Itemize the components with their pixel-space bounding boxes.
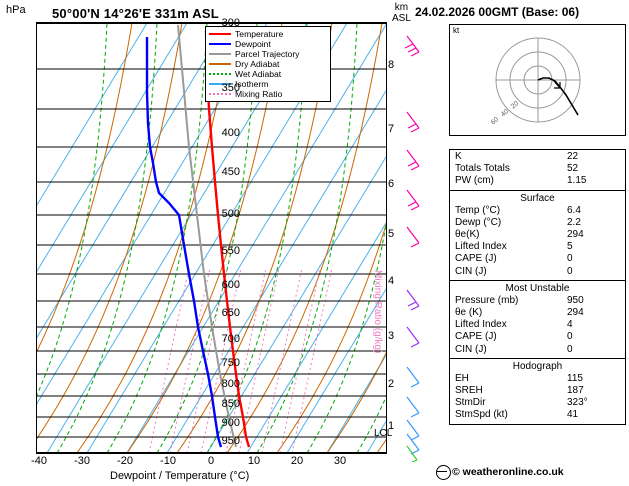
param-name-eh: EH [455, 372, 469, 384]
param-name-mu-li: Lifted Index [455, 319, 507, 331]
param-value-sfc-li: 5 [567, 241, 573, 253]
param-row-sfc-thetae [450, 229, 625, 241]
param-name-totals: Totals Totals [455, 163, 510, 175]
param-value-mu-cape: 0 [567, 331, 573, 343]
param-row-mu-cin [450, 344, 625, 356]
run-title: 24.02.2026 00GMT (Base: 06) [415, 5, 580, 19]
param-name-sfc-li: Lifted Index [455, 241, 507, 253]
pressure-tick-400: 400 [221, 127, 240, 139]
legend-swatch-dry-adiabat [209, 63, 231, 65]
param-header-most-unstable: Most Unstable [505, 282, 570, 294]
temp-tick--40: -40 [31, 455, 47, 467]
param-value-stmspd: 41 [567, 409, 579, 421]
param-value-mu-thetae: 294 [567, 307, 584, 319]
param-name-sfc-cin: CIN (J) [455, 265, 487, 277]
legend-label-wet-adiabat: Wet Adiabat [235, 68, 282, 79]
pressure-tick-900: 900 [221, 417, 240, 429]
param-value-sfc-cape: 0 [567, 253, 573, 265]
param-value-mu-pressure: 950 [567, 294, 584, 306]
param-section-general [450, 150, 625, 191]
height-tick-3: 3 [388, 330, 395, 342]
param-row-k [450, 151, 625, 163]
hodograph-unit-label: kt [453, 26, 460, 35]
param-row-totals [450, 163, 625, 175]
x-axis-title: Dewpoint / Temperature (°C) [110, 470, 250, 482]
legend-swatch-dewpoint [209, 43, 231, 45]
param-name-mu-pressure: Pressure (mb) [455, 294, 519, 306]
pressure-tick-450: 450 [221, 166, 240, 178]
mixing-ratio-axis-label: Mixing Ratio (g/kg) [372, 270, 383, 354]
param-row-mu-thetae [450, 307, 625, 319]
param-header-hodograph: Hodograph [512, 360, 563, 372]
hodograph-ring-40: 40 [499, 108, 511, 119]
copyright-globe-icon [436, 465, 451, 480]
temp-tick--30: -30 [74, 455, 90, 467]
km-label: km [394, 2, 409, 13]
legend-label-mixing-ratio: Mixing Ratio [235, 88, 283, 99]
param-name-mu-thetae: θe (K) [455, 307, 483, 319]
param-name-pw: PW (cm) [455, 175, 494, 187]
param-value-sfc-cin: 0 [567, 265, 573, 277]
param-value-sfc-temp: 6.4 [567, 204, 581, 216]
hodograph-panel [449, 24, 626, 136]
pressure-tick-300: 300 [221, 17, 240, 29]
height-tick-6: 6 [388, 178, 395, 190]
param-value-sreh: 187 [567, 385, 584, 397]
temp-tick-10: 10 [247, 455, 261, 467]
hodograph-ring-60: 60 [489, 116, 501, 127]
legend-label-dry-adiabat: Dry Adiabat [235, 58, 280, 69]
pressure-tick-850: 850 [221, 398, 240, 410]
param-value-k: 22 [567, 151, 579, 162]
param-name-mu-cin: CIN (J) [455, 343, 487, 355]
temp-tick--20: -20 [117, 455, 133, 467]
param-name-stmdir: StmDir [455, 397, 486, 409]
legend-swatch-parcel [209, 53, 231, 55]
param-name-sreh: SREH [455, 385, 483, 397]
param-section-most-unstable [450, 281, 625, 359]
param-header-surface: Surface [520, 192, 555, 204]
legend-item-dewpoint [209, 39, 327, 49]
param-row-sfc-temp [450, 205, 625, 217]
param-name-k: K [455, 151, 462, 162]
height-axis-label [392, 2, 411, 24]
legend-item-temperature [209, 29, 327, 39]
legend-label-parcel: Parcel Trajectory [235, 48, 300, 59]
param-name-sfc-thetae: θe(K) [455, 229, 480, 241]
legend-item-parcel [209, 49, 327, 59]
param-name-sfc-temp: Temp (°C) [455, 204, 501, 216]
param-value-mu-li: 4 [567, 319, 573, 331]
param-value-pw: 1.15 [567, 175, 587, 187]
param-row-mu-li [450, 319, 625, 331]
param-row-eh [450, 373, 625, 385]
param-row-sfc-dewp [450, 217, 625, 229]
param-row-sfc-cape [450, 253, 625, 265]
lcl-label: LCL [374, 428, 393, 439]
pressure-tick-600: 600 [221, 279, 240, 291]
legend-item-wet-adiabat [209, 69, 327, 79]
temp-tick--10: -10 [160, 455, 176, 467]
height-tick-2: 2 [388, 378, 395, 390]
legend-swatch-wet-adiabat [209, 73, 231, 75]
parameters-table [449, 149, 626, 425]
param-value-mu-cin: 0 [567, 343, 573, 355]
pressure-tick-700: 700 [221, 333, 240, 345]
param-row-mu-pressure [450, 295, 625, 307]
pressure-tick-950: 950 [221, 435, 240, 447]
param-name-sfc-cape: CAPE (J) [455, 253, 497, 265]
pressure-tick-500: 500 [221, 208, 240, 220]
pressure-tick-350: 350 [221, 82, 240, 94]
legend-item-dry-adiabat [209, 59, 327, 69]
legend-label-dewpoint: Dewpoint [235, 38, 271, 49]
station-title: 50°00'N 14°26'E 331m ASL [52, 6, 219, 21]
param-section-hodograph [450, 359, 625, 424]
pressure-tick-550: 550 [221, 245, 240, 257]
wind-barb-column [395, 22, 429, 462]
param-name-stmspd: StmSpd (kt) [455, 409, 508, 421]
param-row-sfc-li [450, 241, 625, 253]
temp-tick-30: 30 [333, 455, 347, 467]
param-value-eh: 115 [567, 372, 583, 384]
pressure-tick-650: 650 [221, 307, 240, 319]
legend-label-isotherm: Isotherm [235, 78, 269, 89]
pressure-tick-800: 800 [221, 378, 240, 390]
hodograph-ring-20: 20 [509, 100, 521, 111]
pressure-axis-label: hPa [6, 4, 26, 16]
param-section-surface [450, 191, 625, 281]
copyright-text: © weatheronline.co.uk [452, 466, 564, 478]
height-tick-4: 4 [388, 275, 395, 287]
param-value-sfc-dewp: 2.2 [567, 216, 581, 228]
legend-label-temperature: Temperature [235, 28, 284, 39]
param-row-pw [450, 175, 625, 187]
pressure-tick-750: 750 [221, 357, 240, 369]
height-tick-1: 1 [388, 420, 395, 432]
height-tick-5: 5 [388, 228, 395, 240]
param-name-sfc-dewp: Dewp (°C) [455, 216, 502, 228]
param-row-sreh [450, 385, 625, 397]
param-row-mu-cape [450, 331, 625, 343]
param-name-mu-cape: CAPE (J) [455, 331, 497, 343]
temp-tick-0: 0 [207, 455, 215, 467]
param-row-stmdir [450, 397, 625, 409]
param-value-totals: 52 [567, 163, 579, 175]
height-tick-8: 8 [388, 59, 395, 71]
height-tick-7: 7 [388, 123, 395, 135]
asl-label: ASL [392, 13, 411, 24]
temp-tick-20: 20 [290, 455, 304, 467]
param-row-sfc-cin [450, 266, 625, 278]
param-row-stmspd [450, 409, 625, 421]
param-value-stmdir: 323° [567, 397, 588, 409]
param-value-sfc-thetae: 294 [567, 229, 584, 241]
legend-swatch-temperature [209, 33, 231, 35]
